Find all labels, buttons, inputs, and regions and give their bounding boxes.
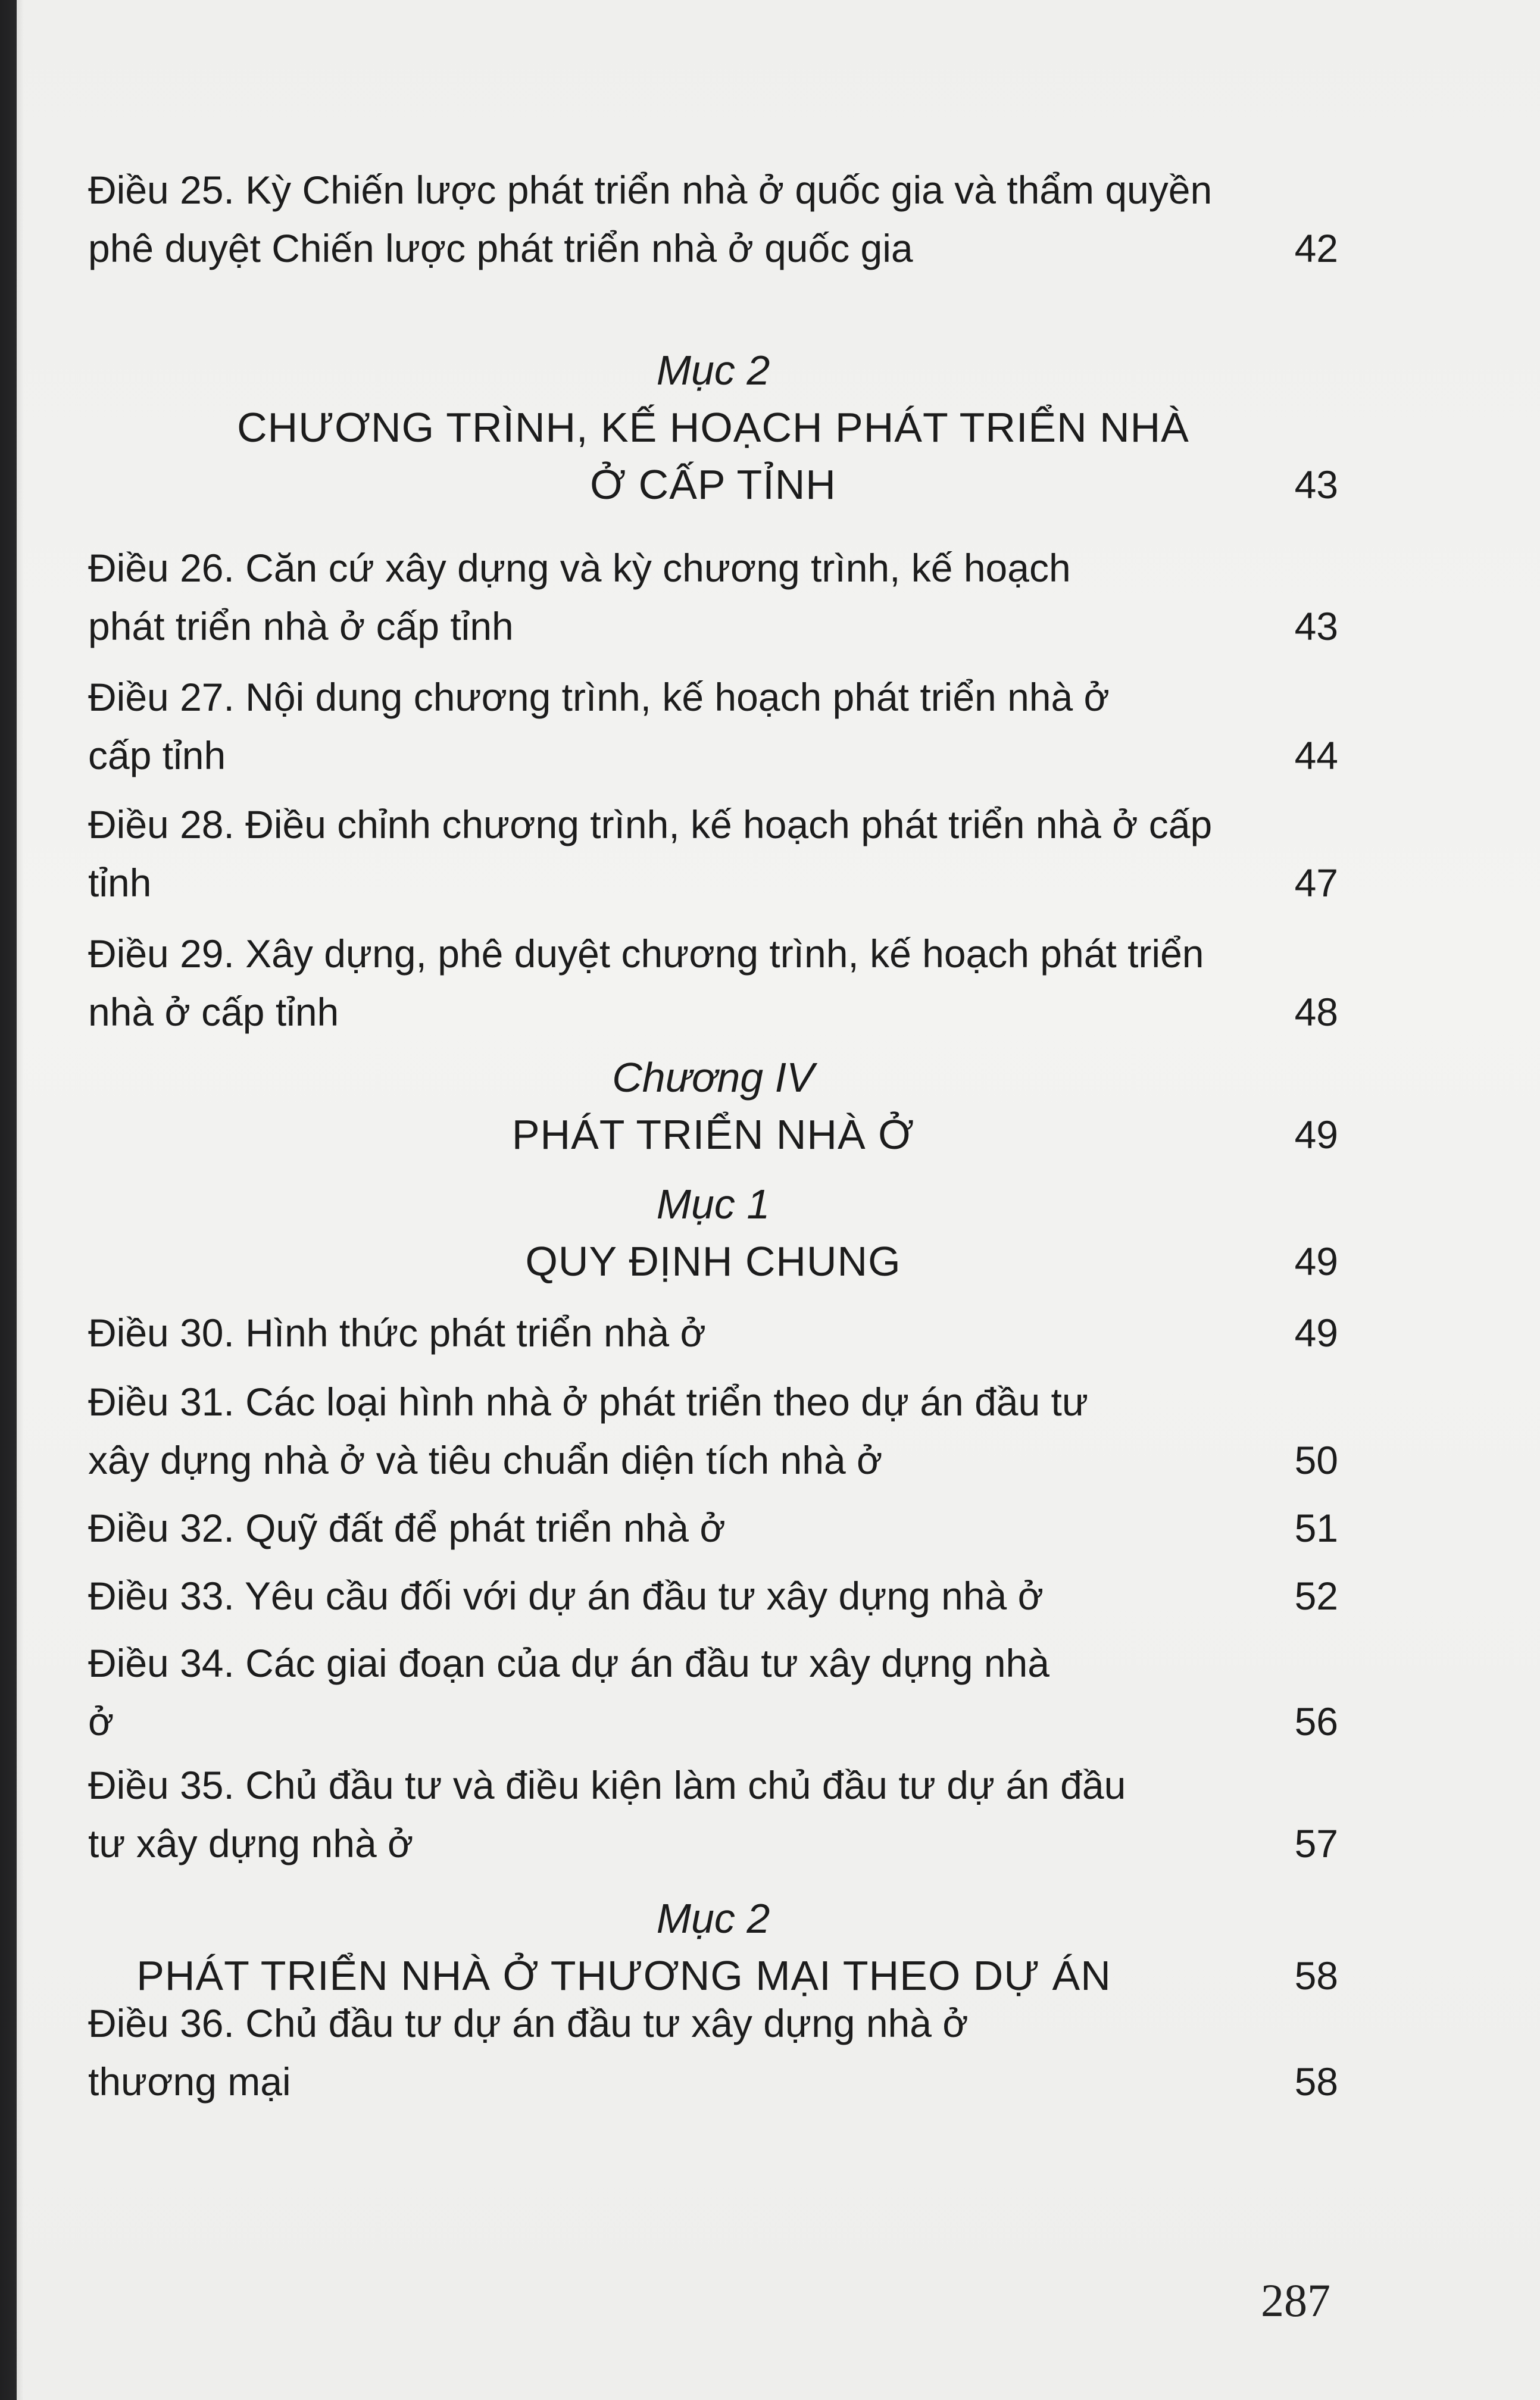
toc-entry bbox=[88, 1304, 1338, 1362]
toc-entry-page: 43 bbox=[1294, 604, 1338, 648]
toc-section-page: 43 bbox=[1294, 462, 1338, 507]
toc-section bbox=[88, 1890, 1338, 2004]
toc-entry bbox=[88, 668, 1338, 785]
toc-entry-text: Điều 36. Chủ đầu tư dự án đầu tư xây dựng nhà ở thương mại bbox=[88, 2001, 969, 2104]
toc-section-page: 49 bbox=[1294, 1112, 1338, 1157]
toc-entry-page: 42 bbox=[1294, 226, 1338, 270]
book-page bbox=[17, 0, 1540, 2400]
toc-entry-page: 49 bbox=[1294, 1311, 1338, 1355]
toc-entry-text: Điều 35. Chủ đầu tư và điều kiện làm chủ đầu tư dự án đầu tư xây dựng nhà ở bbox=[88, 1763, 1126, 1865]
toc-section-heading: CHƯƠNG TRÌNH, KẾ HOẠCH PHÁT TRIỂN NHÀ Ở CẤP TỈNH bbox=[237, 404, 1189, 508]
toc-entry bbox=[88, 1756, 1338, 1873]
toc-entry-page: 50 bbox=[1294, 1438, 1338, 1482]
toc-entry-page: 52 bbox=[1294, 1574, 1338, 1618]
toc-entry-text: Điều 34. Các giai đoạn của dự án đầu tư xây dựng nhà ở bbox=[88, 1641, 1049, 1743]
toc-entry bbox=[88, 1994, 1338, 2111]
toc-entry-text: Điều 26. Căn cứ xây dựng và kỳ chương trình, kế hoạch phát triển nhà ở cấp tỉnh bbox=[88, 546, 1071, 648]
toc-entry-page: 58 bbox=[1294, 2060, 1338, 2104]
toc-entry bbox=[88, 1634, 1338, 1751]
toc-section-label: Mục 2 bbox=[656, 347, 770, 393]
toc-entry-text: Điều 30. Hình thức phát triển nhà ở bbox=[88, 1311, 706, 1355]
toc-section-label: Mục 1 bbox=[656, 1181, 770, 1227]
toc-entry bbox=[88, 795, 1338, 912]
toc-entry-page: 44 bbox=[1294, 733, 1338, 777]
toc-entry-page: 56 bbox=[1294, 1699, 1338, 1743]
toc-entry-text: Điều 25. Kỳ Chiến lược phát triển nhà ở quốc gia và thẩm quyền phê duyệt Chiến lược phát triển nhà ở quốc gia bbox=[88, 168, 1213, 270]
toc-section bbox=[88, 1176, 1338, 1290]
toc-section bbox=[88, 1049, 1338, 1163]
toc-section-page: 58 bbox=[1294, 1954, 1338, 1998]
toc-section-label: Chương IV bbox=[612, 1054, 814, 1101]
toc-section-label: Mục 2 bbox=[656, 1895, 770, 1942]
toc-entry-text: Điều 27. Nội dung chương trình, kế hoạch phát triển nhà ở cấp tỉnh bbox=[88, 675, 1110, 777]
toc-section-heading: PHÁT TRIỂN NHÀ Ở bbox=[511, 1111, 915, 1158]
toc-entry bbox=[88, 1499, 1338, 1557]
toc-entry-page: 57 bbox=[1294, 1821, 1338, 1865]
toc-section-heading: PHÁT TRIỂN NHÀ Ở THƯƠNG MẠI THEO DỰ ÁN bbox=[136, 1952, 1111, 1999]
toc-entry-page: 48 bbox=[1294, 990, 1338, 1034]
toc-entry bbox=[88, 161, 1338, 277]
table-of-contents bbox=[17, 0, 1540, 2400]
toc-entry bbox=[88, 1373, 1338, 1489]
toc-section bbox=[88, 342, 1338, 513]
toc-entry bbox=[88, 924, 1338, 1041]
toc-entry-text: Điều 32. Quỹ đất để phát triển nhà ở bbox=[88, 1506, 726, 1550]
toc-entry-text: Điều 28. Điều chỉnh chương trình, kế hoạch phát triển nhà ở cấp tỉnh bbox=[88, 802, 1213, 905]
toc-entry bbox=[88, 539, 1338, 655]
toc-entry-text: Điều 31. Các loại hình nhà ở phát triển theo dự án đầu tư xây dựng nhà ở và tiêu chuẩn diện tích nhà ở bbox=[88, 1380, 1089, 1482]
toc-entry-text: Điều 33. Yêu cầu đối với dự án đầu tư xây dựng nhà ở bbox=[88, 1574, 1044, 1618]
toc-entry-page: 47 bbox=[1294, 861, 1338, 905]
toc-entry-page: 51 bbox=[1294, 1506, 1338, 1550]
toc-entry-text: Điều 29. Xây dựng, phê duyệt chương trình, kế hoạch phát triển nhà ở cấp tỉnh bbox=[88, 932, 1204, 1034]
spine-shadow bbox=[0, 0, 24, 2400]
toc-entry bbox=[88, 1567, 1338, 1625]
toc-section-page: 49 bbox=[1294, 1239, 1338, 1283]
page-number: 287 bbox=[1261, 2274, 1330, 2326]
toc-section-heading: QUY ĐỊNH CHUNG bbox=[525, 1238, 901, 1285]
